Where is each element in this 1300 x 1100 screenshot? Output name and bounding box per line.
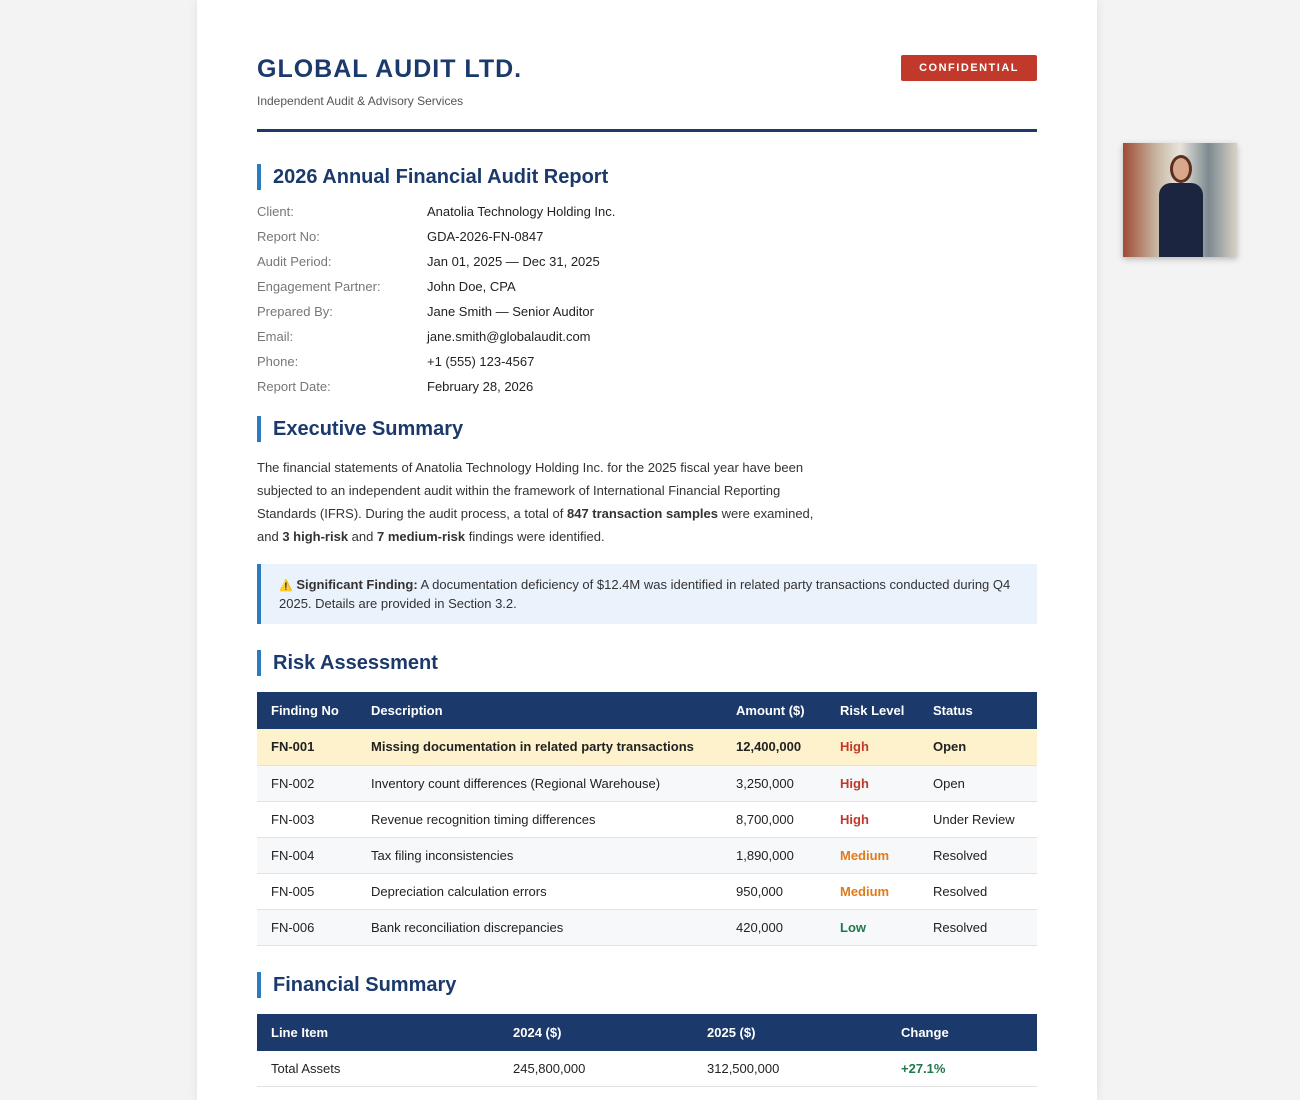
column-header: Amount ($) bbox=[722, 692, 826, 729]
report-header bbox=[257, 55, 1037, 132]
column-header: Finding No bbox=[257, 692, 357, 729]
meta-label: Email: bbox=[257, 329, 294, 344]
meta-row bbox=[257, 354, 1037, 379]
meta-value: GDA-2026-FN-0847 bbox=[427, 229, 544, 244]
finding-cell: 420,000 bbox=[722, 909, 826, 945]
company-name: GLOBAL AUDIT LTD. bbox=[257, 55, 523, 83]
finding-cell: Depreciation calculation errors bbox=[357, 873, 722, 909]
meta-label: Report No: bbox=[257, 229, 320, 244]
finding-cell: Revenue recognition timing differences bbox=[357, 801, 722, 837]
finding-cell: Open bbox=[919, 729, 1037, 765]
meta-row bbox=[257, 279, 1037, 304]
meta-label: Audit Period: bbox=[257, 254, 332, 269]
meta-row bbox=[257, 229, 1037, 254]
meta-label: Report Date: bbox=[257, 379, 331, 394]
column-header: 2024 ($) bbox=[499, 1014, 693, 1051]
report-meta bbox=[257, 204, 1037, 404]
finding-row bbox=[257, 873, 1037, 909]
finding-cell: Resolved bbox=[919, 837, 1037, 873]
meta-value: Jane Smith — Senior Auditor bbox=[427, 304, 594, 319]
finding-cell: Medium bbox=[826, 873, 919, 909]
finding-cell: FN-004 bbox=[257, 837, 357, 873]
finding-cell: 3,250,000 bbox=[722, 765, 826, 801]
finding-cell: High bbox=[826, 765, 919, 801]
finding-row bbox=[257, 801, 1037, 837]
finding-cell: Resolved bbox=[919, 873, 1037, 909]
finding-row bbox=[257, 909, 1037, 945]
meta-value: Jan 01, 2025 — Dec 31, 2025 bbox=[427, 254, 600, 269]
column-header: Status bbox=[919, 692, 1037, 729]
finding-cell: FN-001 bbox=[257, 729, 357, 765]
financial-row bbox=[257, 1051, 1037, 1087]
finding-cell: FN-005 bbox=[257, 873, 357, 909]
meta-value: February 28, 2026 bbox=[427, 379, 534, 394]
meta-label: Client: bbox=[257, 204, 294, 219]
significant-finding-alert: ⚠️ Significant Finding: A documentation deficiency of $12.4M was identified in related party transactions conducted during Q4 2025. Details are provided in Section 3.2. bbox=[257, 564, 1037, 624]
finding-cell: 8,700,000 bbox=[722, 801, 826, 837]
executive-summary-heading: Executive Summary bbox=[257, 416, 1037, 442]
finding-row bbox=[257, 765, 1037, 801]
finding-cell: High bbox=[826, 801, 919, 837]
finding-cell: FN-003 bbox=[257, 801, 357, 837]
finding-cell: 12,400,000 bbox=[722, 729, 826, 765]
meta-label: Phone: bbox=[257, 354, 299, 369]
finding-cell: FN-006 bbox=[257, 909, 357, 945]
risk-assessment-heading: Risk Assessment bbox=[257, 650, 1037, 676]
financial-cell: +27.1% bbox=[887, 1051, 1037, 1087]
warning-icon: ⚠️ bbox=[279, 580, 293, 592]
report-page bbox=[197, 0, 1097, 1100]
financial-table bbox=[257, 1014, 1037, 1088]
finding-cell: Resolved bbox=[919, 909, 1037, 945]
finding-cell: Open bbox=[919, 765, 1037, 801]
financial-summary-heading: Financial Summary bbox=[257, 972, 1037, 998]
finding-cell: Medium bbox=[826, 837, 919, 873]
meta-row bbox=[257, 204, 1037, 229]
financial-cell: 245,800,000 bbox=[499, 1051, 693, 1087]
finding-cell: High bbox=[826, 729, 919, 765]
finding-row bbox=[257, 837, 1037, 873]
meta-value: +1 (555) 123-4567 bbox=[427, 354, 535, 369]
meta-value: John Doe, CPA bbox=[427, 279, 516, 294]
meta-row bbox=[257, 379, 1037, 404]
column-header: Line Item bbox=[257, 1014, 499, 1051]
column-header: Change bbox=[887, 1014, 1037, 1051]
column-header: Risk Level bbox=[826, 692, 919, 729]
meta-row bbox=[257, 254, 1037, 279]
report-title: 2026 Annual Financial Audit Report bbox=[257, 164, 1037, 190]
column-header: 2025 ($) bbox=[693, 1014, 887, 1051]
summary-paragraph: The financial statements of Anatolia Technology Holding Inc. for the 2025 fiscal year have been subjected to an independent audit within the framework of International Financial Reporting Standards (IFRS). During the audit process, a total of 847 transaction samples were examined, and 3 high-risk and 7 medium-risk findings were identified. bbox=[257, 460, 814, 544]
finding-cell: Low bbox=[826, 909, 919, 945]
company-tagline: Independent Audit & Advisory Services bbox=[257, 94, 464, 108]
meta-value: jane.smith@globalaudit.com bbox=[427, 329, 591, 344]
meta-value: Anatolia Technology Holding Inc. bbox=[427, 204, 616, 219]
risk-table bbox=[257, 692, 1037, 946]
finding-cell: Inventory count differences (Regional Warehouse) bbox=[357, 765, 722, 801]
finding-cell: 950,000 bbox=[722, 873, 826, 909]
meta-label: Engagement Partner: bbox=[257, 279, 381, 294]
meta-label: Prepared By: bbox=[257, 304, 333, 319]
finding-cell: Tax filing inconsistencies bbox=[357, 837, 722, 873]
finding-row bbox=[257, 729, 1037, 765]
finding-cell: 1,890,000 bbox=[722, 837, 826, 873]
confidential-badge: CONFIDENTIAL bbox=[901, 55, 1037, 81]
finding-cell: FN-002 bbox=[257, 765, 357, 801]
column-header: Description bbox=[357, 692, 722, 729]
finding-cell: Missing documentation in related party transactions bbox=[357, 729, 722, 765]
financial-cell: Total Assets bbox=[257, 1051, 499, 1087]
financial-cell: 312,500,000 bbox=[693, 1051, 887, 1087]
meta-row bbox=[257, 304, 1037, 329]
finding-cell: Bank reconciliation discrepancies bbox=[357, 909, 722, 945]
finding-cell: Under Review bbox=[919, 801, 1037, 837]
auditor-photo bbox=[1123, 143, 1237, 257]
meta-row bbox=[257, 329, 1037, 354]
